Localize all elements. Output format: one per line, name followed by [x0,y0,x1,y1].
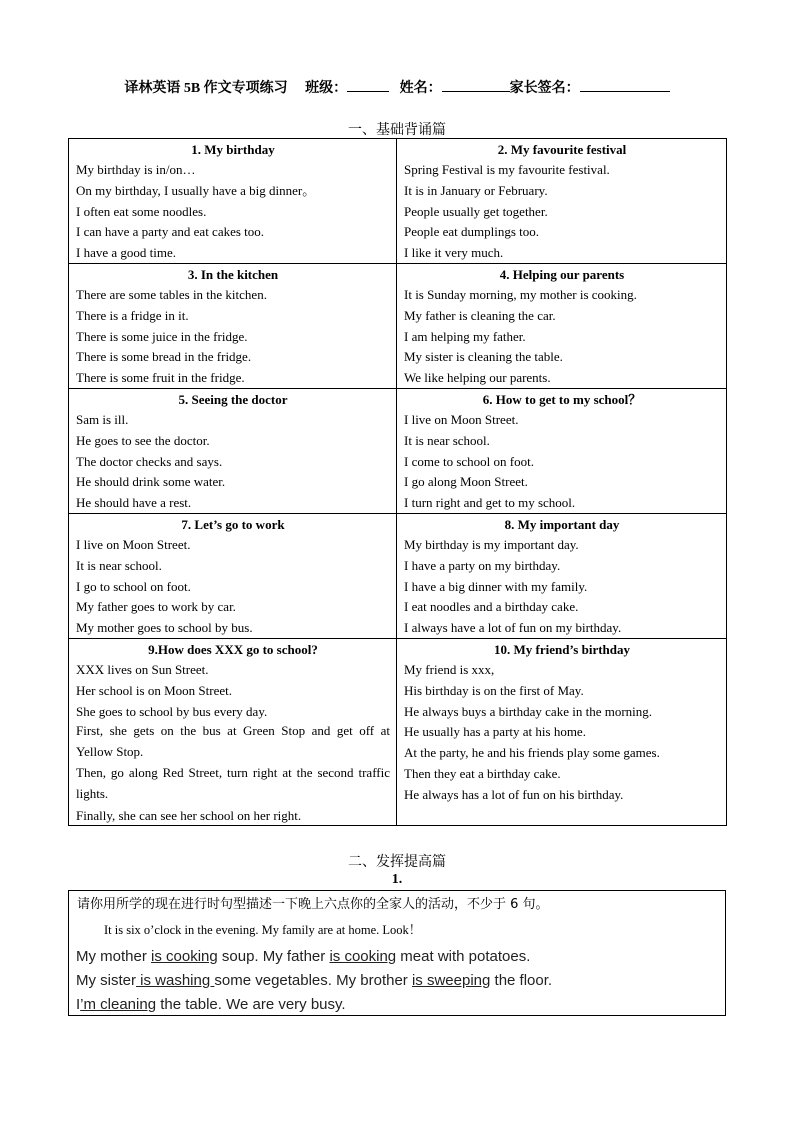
essay-line: There is some bread in the fridge. [76,349,252,365]
essay-title: 9.How does XXX go to school? [148,641,318,657]
name-label: 姓名： [399,81,442,96]
essay-box-7 [69,513,397,638]
essay-line: Finally, she can see her school on her right. [76,807,302,823]
essay-line: First, she gets on the bus at Green Stop and get off at Yellow Stop. [76,723,390,760]
essay-box-4 [397,263,727,388]
writing-prompt: 请你用所学的现在进行时句型描述一下晚上六点你的全家人的活动，不少于 6 句。 [77,897,549,912]
essay-line: My birthday is in/on… [76,162,196,177]
essay-line: My father is cleaning the car. [404,307,556,323]
answer-verb: is cooking [151,948,218,965]
question-number: 1. [391,872,403,887]
table-row [69,638,727,825]
essay-title: 6. How to get to my school？ [482,391,642,407]
answer-verb: is washing [136,972,215,989]
essay-line: He goes to see the doctor. [76,432,210,448]
essay-line: It is near school. [404,432,490,448]
essay-line: I have a big dinner with my family. [404,578,588,594]
essay-line: The doctor checks and says. [76,453,223,469]
essay-line: People eat dumplings too. [404,224,540,240]
essay-line: It is in January or February. [404,182,548,198]
essay-line: Spring Festival is my favourite festival. [404,162,610,177]
essay-line: I have a good time. [76,245,176,261]
essay-line: Then, go along Red Street, turn right at the second traffic lights. [76,764,390,801]
essay-line: I always have a lot of fun on my birthday. [404,620,622,636]
essay-box-9 [69,638,397,825]
essay-title: 2. My favourite festival [497,142,627,157]
table-row [69,139,727,264]
essay-line: Sam is ill. [76,411,129,427]
essay-title: 7. Let’s go to work [181,516,285,532]
essay-box-3 [69,263,397,388]
essay-line: My father goes to work by car. [76,599,236,615]
essay-line: I am helping my father. [404,328,526,344]
essay-line: XXX lives on Sun Street. [76,661,209,677]
essay-line: He always buys a birthday cake in the morning. [404,703,653,719]
essay-line: His birthday is on the first of May. [404,682,584,698]
essay-title: 5. Seeing the doctor [178,391,288,407]
answer-text: meat with potatoes. [396,948,531,965]
essay-line: My sister is cleaning the table. [404,349,563,365]
essay-line: It is near school. [76,557,162,573]
essay-box-8 [397,513,727,638]
essay-line: He usually has a party at his home. [404,724,586,740]
parent-signature-label: 家长签名： [509,81,580,96]
essay-line: It is Sunday morning, my mother is cooking. [404,286,637,302]
parent-signature-blank[interactable] [580,79,670,92]
essay-line: She goes to school by bus every day. [76,703,268,719]
essay-box-5 [69,388,397,513]
essay-line: I like it very much. [404,245,504,261]
essay-line: He should drink some water. [76,474,226,490]
essay-line: There is some juice in the fridge. [76,328,248,344]
answer-line-3[interactable] [76,996,346,1013]
essay-line: We like helping our parents. [404,370,551,386]
essay-line: I live on Moon Street. [404,411,519,427]
essay-line: I live on Moon Street. [76,536,191,552]
essay-line: I turn right and get to my school. [404,495,576,511]
page-header [0,77,794,97]
table-row [69,263,727,388]
answer-verb: is sweeping [411,972,491,989]
worksheet-title: 译林英语 5B 作文专项练习 [124,81,288,96]
answer-line-2[interactable] [76,972,552,989]
essay-line: I eat noodles and a birthday cake. [404,599,579,615]
essay-title: 4. Helping our parents [499,266,625,282]
table-row [69,388,727,513]
essay-box-1 [69,139,397,264]
answer-text: My mother [76,948,152,965]
answer-text: some vegetables. My brother [214,972,412,989]
essay-line: There is a fridge in it. [76,307,189,323]
essay-line: He should have a rest. [76,495,192,511]
answer-verb: ’m cleaning [80,996,157,1013]
writing-box [68,890,726,1016]
essay-line: I often eat some noodles. [76,203,207,219]
essay-line: There are some tables in the kitchen. [76,286,267,302]
essay-title: 10. My friend’s birthday [493,641,631,657]
answer-verb: is cooking [329,948,397,965]
essay-line: He always has a lot of fun on his birthday. [404,786,624,802]
essay-line: My mother goes to school by bus. [76,620,253,636]
essay-line: My birthday is my important day. [404,536,579,552]
essay-line: I can have a party and eat cakes too. [76,224,265,240]
answer-text: the floor. [490,972,553,989]
table-row [69,513,727,638]
answer-text: the table. We are very busy. [156,996,346,1013]
name-blank[interactable] [442,79,510,92]
essay-line: My friend is xxx, [404,661,495,677]
section-1-title: 一、基础背诵篇 [348,123,446,138]
essay-line: I go to school on foot. [76,578,191,594]
essay-line: I come to school on foot. [404,453,534,469]
essay-title: 8. My important day [504,516,620,532]
essay-title: 3. In the kitchen [187,266,279,282]
answer-line-1[interactable] [76,948,530,965]
answer-text: soup. My father [217,948,330,965]
essay-line: I go along Moon Street. [404,474,528,490]
essay-line: Her school is on Moon Street. [76,682,232,698]
answer-text: My sister [76,972,136,989]
section-2-title: 二、发挥提高篇 [348,855,446,870]
essay-line: Then they eat a birthday cake. [404,765,561,781]
essay-line: I have a party on my birthday. [404,557,561,573]
answer-text: I [76,996,81,1013]
essay-line: On my birthday, I usually have a big dinner。 [76,182,316,198]
essay-line: People usually get together. [404,203,548,219]
essay-title: 1. My birthday [191,142,275,157]
essay-table [68,138,727,826]
class-label: 班级： [305,81,348,96]
essay-box-10 [397,638,727,825]
essay-box-2 [397,139,727,264]
essay-line: At the party, he and his friends play some games. [404,745,660,761]
class-blank[interactable] [347,79,389,92]
essay-box-6 [397,388,727,513]
essay-line: There is some fruit in the fridge. [76,370,245,386]
writing-intro: It is six o’clock in the evening. My family are at home. Look！ [104,923,422,937]
